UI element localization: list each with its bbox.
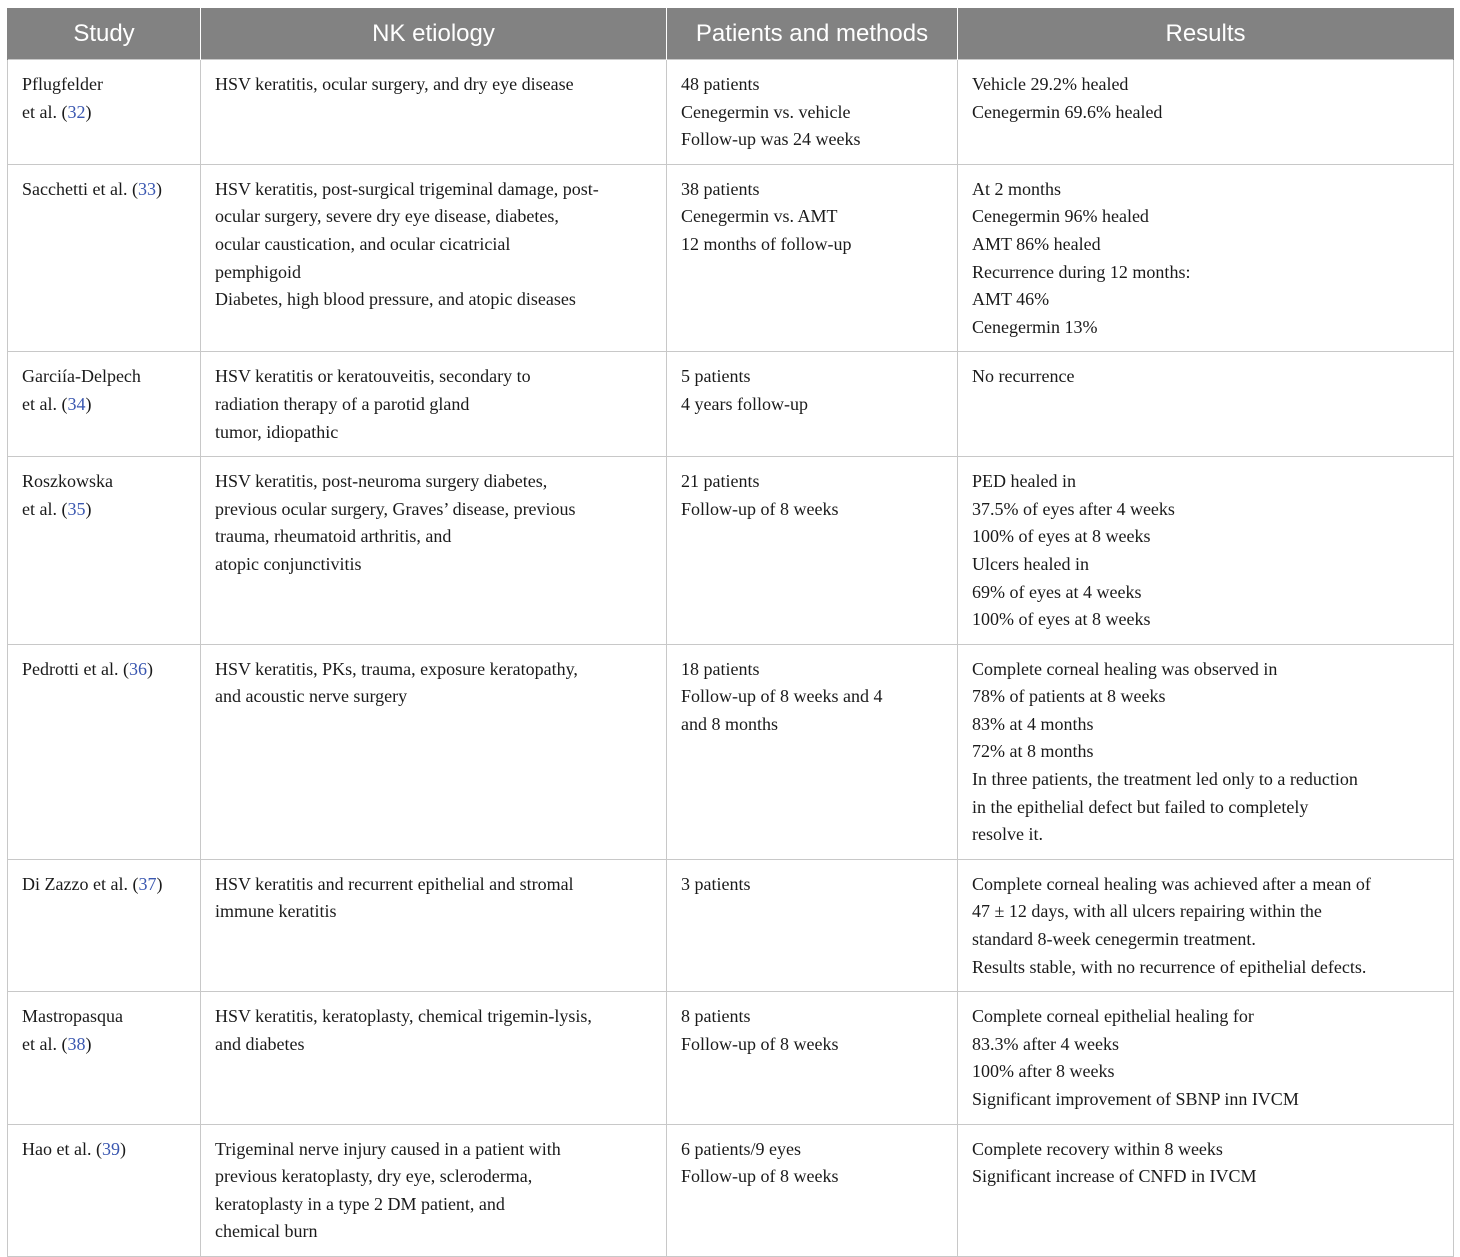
cell-patients	[667, 644, 958, 859]
results-line: PED healed in	[972, 471, 1076, 492]
study-text: Roszkowska	[22, 471, 113, 492]
study-citation	[22, 496, 188, 524]
study-text: Sacchetti et al. (	[22, 178, 138, 199]
header-nk-etiology: NK etiology	[201, 8, 667, 60]
cell-etiology	[201, 644, 667, 859]
etiology-line: previous ocular surgery, Graves’ disease, previous	[215, 498, 576, 519]
results-line: in the epithelial defect but failed to completely	[972, 796, 1309, 817]
results-line: 47 ± 12 days, with all ulcers repairing within the	[972, 901, 1322, 922]
studies-table	[7, 8, 1454, 1257]
cell-study	[8, 457, 201, 645]
patients-line: 4 years follow-up	[681, 393, 808, 414]
etiology-line: pemphigoid	[215, 261, 301, 282]
patients-line: Cenegermin vs. AMT	[681, 206, 838, 227]
results-line: resolve it.	[972, 824, 1043, 845]
results-line: Complete corneal healing was achieved after a mean of	[972, 873, 1371, 894]
cell-study	[8, 1124, 201, 1256]
patients-line: Follow-up of 8 weeks	[681, 1166, 839, 1187]
header-patients-methods: Patients and methods	[667, 8, 958, 60]
reference-link[interactable]: 35	[67, 498, 86, 519]
study-text: )	[119, 1138, 126, 1159]
reference-link[interactable]: 37	[138, 873, 157, 894]
cell-etiology	[201, 352, 667, 457]
cell-study	[8, 352, 201, 457]
results-line: AMT 46%	[972, 289, 1050, 310]
etiology-line: trauma, rheumatoid arthritis, and	[215, 526, 452, 547]
etiology-line: keratoplasty in a type 2 DM patient, and	[215, 1193, 505, 1214]
etiology-line: HSV keratitis and recurrent epithelial and stromal	[215, 873, 574, 894]
cell-study	[8, 60, 201, 165]
cell-patients	[667, 1124, 958, 1256]
etiology-line: previous keratoplasty, dry eye, scleroderma,	[215, 1166, 533, 1187]
results-line: Vehicle 29.2% healed	[972, 74, 1129, 94]
results-line: 72% at 8 months	[972, 741, 1094, 762]
reference-link[interactable]: 38	[67, 1033, 86, 1054]
patients-line: 12 months of follow-up	[681, 233, 852, 254]
patients-line: Follow-up of 8 weeks	[681, 498, 839, 519]
results-line: Significant increase of CNFD in IVCM	[972, 1166, 1257, 1187]
cell-patients	[667, 164, 958, 352]
results-line: 78% of patients at 8 weeks	[972, 686, 1166, 707]
table-row	[8, 1124, 1454, 1256]
patients-line: 3 patients	[681, 873, 751, 894]
table-row	[8, 352, 1454, 457]
study-text: )	[85, 393, 92, 414]
patients-line: 18 patients	[681, 658, 760, 679]
study-text: )	[85, 101, 92, 122]
patients-line: Cenegermin vs. vehicle	[681, 101, 851, 122]
study-text: et al. (	[22, 498, 68, 519]
results-line: 83% at 4 months	[972, 713, 1094, 734]
cell-study	[8, 644, 201, 859]
cell-patients	[667, 859, 958, 991]
table-row	[8, 60, 1454, 165]
etiology-line: Trigeminal nerve injury caused in a patient with	[215, 1138, 561, 1159]
results-line: Complete recovery within 8 weeks	[972, 1138, 1223, 1159]
patients-line: Follow-up of 8 weeks	[681, 1033, 839, 1054]
cell-etiology	[201, 457, 667, 645]
cell-results	[958, 644, 1454, 859]
cell-results	[958, 60, 1454, 165]
study-text: et al. (	[22, 1033, 68, 1054]
etiology-line: atopic conjunctivitis	[215, 553, 362, 574]
study-text: )	[146, 658, 153, 679]
results-line: Cenegermin 69.6% healed	[972, 101, 1163, 122]
study-citation	[22, 871, 188, 899]
study-text: )	[85, 1033, 92, 1054]
results-line: Ulcers healed in	[972, 553, 1089, 574]
study-citation	[22, 656, 188, 684]
results-line: No recurrence	[972, 366, 1075, 387]
results-line: AMT 86% healed	[972, 233, 1101, 254]
study-text: et al. (	[22, 393, 68, 414]
header-study: Study	[8, 8, 201, 60]
cell-results	[958, 164, 1454, 352]
patients-line: 6 patients/9 eyes	[681, 1138, 801, 1159]
etiology-line: ocular caustication, and ocular cicatricial	[215, 233, 511, 254]
cell-results	[958, 859, 1454, 991]
cell-etiology	[201, 164, 667, 352]
results-line: 37.5% of eyes after 4 weeks	[972, 498, 1175, 519]
etiology-line: tumor, idiopathic	[215, 421, 339, 442]
table-row	[8, 859, 1454, 991]
cell-results	[958, 457, 1454, 645]
cell-results	[958, 1124, 1454, 1256]
study-text: Pedrotti et al. (	[22, 658, 129, 679]
reference-link[interactable]: 32	[67, 101, 86, 122]
studies-table-container	[7, 8, 1453, 1257]
patients-line: and 8 months	[681, 713, 778, 734]
results-line: Significant improvement of SBNP inn IVCM	[972, 1089, 1299, 1109]
cell-patients	[667, 352, 958, 457]
reference-link[interactable]: 33	[137, 178, 156, 199]
reference-link[interactable]: 36	[128, 658, 147, 679]
patients-line: 8 patients	[681, 1006, 751, 1027]
patients-line: 38 patients	[681, 178, 760, 199]
patients-line: Follow-up was 24 weeks	[681, 129, 861, 150]
table-row	[8, 457, 1454, 645]
cell-etiology	[201, 992, 667, 1124]
etiology-line: immune keratitis	[215, 901, 337, 922]
results-line: Complete corneal healing was observed in	[972, 658, 1278, 679]
results-line: Cenegermin 96% healed	[972, 206, 1149, 227]
table-row	[8, 164, 1454, 352]
cell-patients	[667, 60, 958, 165]
reference-link[interactable]: 34	[67, 393, 86, 414]
results-line: 100% after 8 weeks	[972, 1061, 1115, 1082]
study-citation	[22, 99, 188, 127]
cell-results	[958, 992, 1454, 1124]
study-text: et al. (	[22, 101, 68, 122]
table-header-row	[8, 8, 1454, 60]
etiology-line: ocular surgery, severe dry eye disease, diabetes,	[215, 206, 559, 227]
results-line: 100% of eyes at 8 weeks	[972, 609, 1151, 630]
patients-line: 48 patients	[681, 74, 760, 94]
etiology-line: Diabetes, high blood pressure, and atopic diseases	[215, 289, 576, 310]
reference-link[interactable]: 39	[101, 1138, 120, 1159]
cell-study	[8, 164, 201, 352]
study-text: Mastropasqua	[22, 1006, 123, 1027]
cell-patients	[667, 992, 958, 1124]
results-line: standard 8-week cenegermin treatment.	[972, 929, 1256, 950]
study-citation	[22, 176, 188, 204]
study-text: Hao et al. (	[22, 1138, 102, 1159]
study-citation	[22, 1136, 188, 1164]
cell-patients	[667, 457, 958, 645]
study-text: )	[155, 178, 162, 199]
study-citation	[22, 1031, 188, 1059]
results-line: Cenegermin 13%	[972, 316, 1098, 337]
study-text: Garciía-Delpech	[22, 366, 141, 387]
etiology-line: HSV keratitis, keratoplasty, chemical trigemin-lysis,	[215, 1006, 592, 1027]
cell-etiology	[201, 1124, 667, 1256]
patients-line: 21 patients	[681, 471, 760, 492]
etiology-line: HSV keratitis or keratouveitis, secondary to	[215, 366, 531, 387]
results-line: Recurrence during 12 months:	[972, 261, 1191, 282]
results-line: Complete corneal epithelial healing for	[972, 1006, 1254, 1027]
patients-line: Follow-up of 8 weeks and 4	[681, 686, 883, 707]
etiology-line: HSV keratitis, ocular surgery, and dry eye disease	[215, 74, 574, 94]
cell-results	[958, 352, 1454, 457]
etiology-line: chemical burn	[215, 1221, 318, 1242]
study-text: )	[85, 498, 92, 519]
etiology-line: and diabetes	[215, 1033, 305, 1054]
cell-etiology	[201, 859, 667, 991]
study-text: )	[156, 873, 163, 894]
results-line: 100% of eyes at 8 weeks	[972, 526, 1151, 547]
etiology-line: HSV keratitis, post-surgical trigeminal damage, post-	[215, 178, 599, 199]
results-line: Results stable, with no recurrence of epithelial defects.	[972, 956, 1367, 977]
etiology-line: HSV keratitis, PKs, trauma, exposure keratopathy,	[215, 658, 578, 679]
cell-study	[8, 992, 201, 1124]
header-results: Results	[958, 8, 1454, 60]
etiology-line: radiation therapy of a parotid gland	[215, 393, 470, 414]
patients-line: 5 patients	[681, 366, 751, 387]
etiology-line: HSV keratitis, post-neuroma surgery diabetes,	[215, 471, 548, 492]
cell-study	[8, 859, 201, 991]
results-line: In three patients, the treatment led only to a reduction	[972, 769, 1358, 790]
results-line: At 2 months	[972, 178, 1062, 199]
results-line: 69% of eyes at 4 weeks	[972, 581, 1142, 602]
table-row	[8, 992, 1454, 1124]
results-line: 83.3% after 4 weeks	[972, 1033, 1119, 1054]
study-text: Pflugfelder	[22, 74, 103, 94]
table-row	[8, 644, 1454, 859]
etiology-line: and acoustic nerve surgery	[215, 686, 408, 707]
study-citation	[22, 391, 188, 419]
study-text: Di Zazzo et al. (	[22, 873, 139, 894]
cell-etiology	[201, 60, 667, 165]
